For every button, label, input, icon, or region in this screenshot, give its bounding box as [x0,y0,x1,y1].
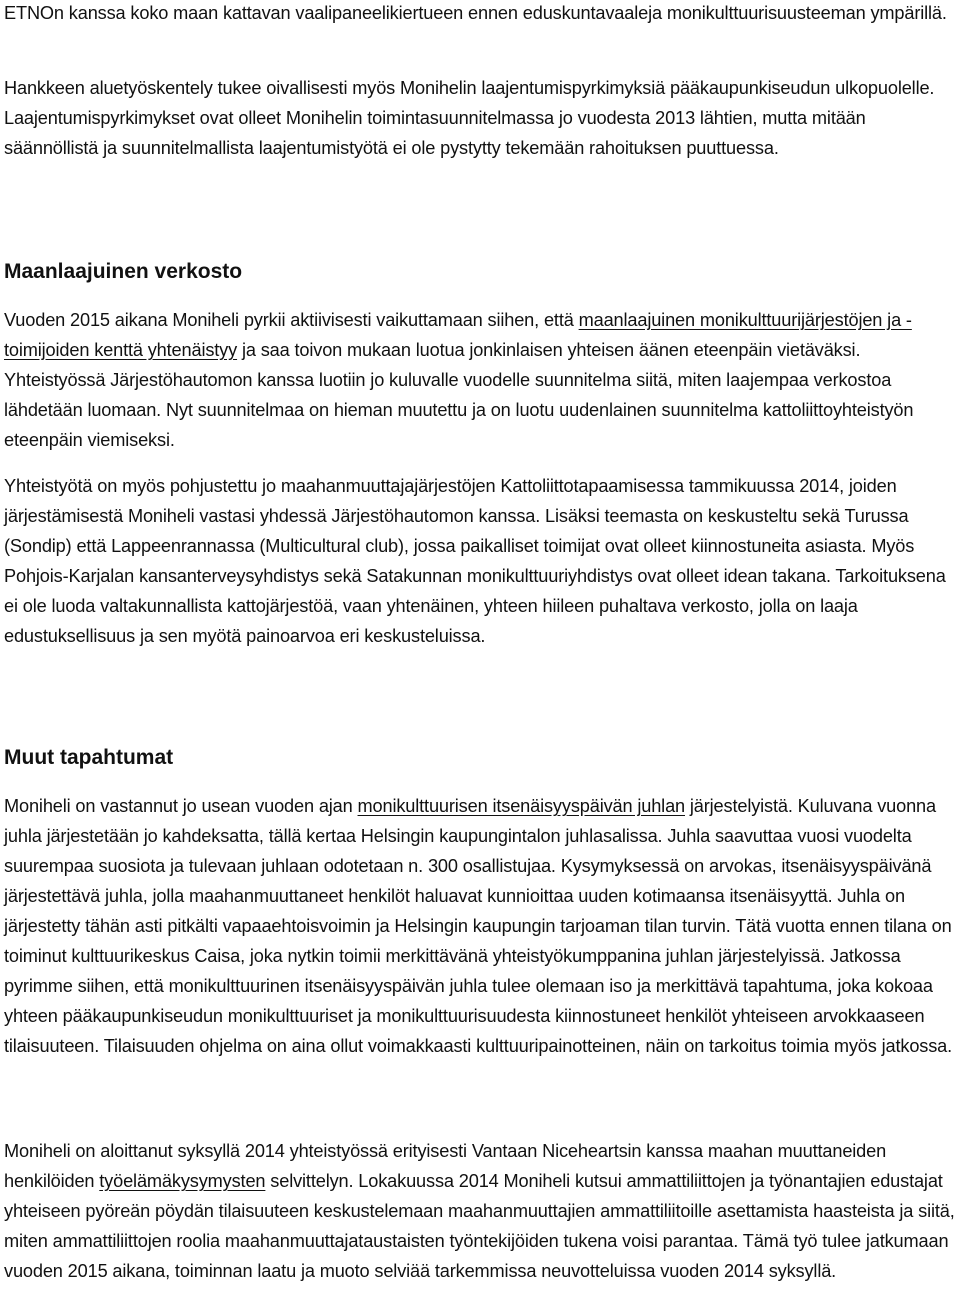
section-heading-network: Maanlaajuinen verkosto [4,260,243,283]
events-underlined-text-1: monikulttuurisen itsenäisyyspäivän juhlan [357,796,685,816]
network-underlined-text: maanlaajuinen monikulttuurijärjestöjen ja -toimijoiden kenttä yhtenäistyy [4,310,912,360]
events-underlined-text-2: työelämäkysymysten [99,1171,266,1191]
events-p1-text-after: järjestelyistä. Kuluvana vuonna juhla järjestetään jo kahdeksatta, tällä kertaa Helsingin kaupungintalon juhlasalissa. Juhla saavuttaa vuosi vuodelta suurempaa suosiota ja tulevaan juhlaan odotetaan n. 300 osallistujaa. Kysymyksessä on arvokas, itsenäisyyspäivänä järjestettävä juhla, jolla maahanmuuttaneet henkilöt haluavat kunnioittaa uuden kotimaansa itsenäisyyttä. Juhla on järjestetty tähän asti pitkälti vapaaehtoisvoimin ja Helsingin kaupungin tarjoaman tilan turvin. Tätä vuotta ennen tilana on toiminut kulttuurikeskus Caisa, joka nytkin toimii merkittävänä yhteistyökumppanina juhlan järjestelyissä. Jatkossa pyrimme siihen, että monikulttuurinen itsenäisyyspäivän juhla tulee olemaan iso ja merkittävä tapahtuma, joka kokoaa yhteen pääkaupunkiseudun monikulttuuriset ja monikulttuurisuudesta kiinnostuneet henkilöt yhteiseen arvokkaaseen tilaisuuteen. Tilaisuuden ohjelma on aina ollut voimakkaasti kulttuuripainotteinen, näin on tarkoitus toimia myös jatkossa. [4,796,953,1056]
events-paragraph-2 [4,1136,956,1286]
section-heading-events: Muut tapahtumat [4,746,174,769]
events-p1-text-before: Moniheli on vastannut jo usean vuoden ajan [4,796,358,816]
events-p2-text-after: selvittelyn. Lokakuussa 2014 Moniheli kutsui ammattiliittojen ja työnantajien edustajat yhteiseen pyöreän pöydän tilaisuuteen keskustelemaan maahanmuuttajien ammattiliitoille asettamista haasteista ja siitä, miten ammattiliittojen roolia maahanmuuttajataustaisten työntekijöiden tukena voisi parantaa. Tämä työ tulee jatkumaan vuoden 2015 aikana, toiminnan laatu ja muoto selviää tarkemmissa neuvotteluissa vuoden 2014 syksyllä. [4,1171,955,1281]
events-paragraph-1 [4,791,956,1061]
network-paragraph-2: Yhteistyötä on myös pohjustettu jo maahanmuuttajajärjestöjen Kattoliittotapaamisessa tammikuussa 2014, joiden järjestämisestä Moniheli vastasi yhdessä Järjestöhautomon kanssa. Lisäksi teemasta on keskusteltu sekä Turussa (Sondip) että Lappeenrannassa (Multicultural club), jossa paikalliset toimijat ovat olleet kiinnostuneita asiasta. Myös Pohjois-Karjalan kansanterveysyhdistys sekä Satakunnan monikulttuuriyhdistys ovat olleet idean takana. Tarkoituksena ei ole luoda valtakunnallista kattojärjestöä, vaan yhtenäinen, yhteen hiileen puhaltava verkosto, jolla on laaja edustuksellisuus ja sen myötä painoarvoa eri keskusteluissa. [4,476,946,646]
network-p1-text-before: Vuoden 2015 aikana Moniheli pyrkii aktiivisesti vaikuttamaan siihen, että [4,310,579,330]
network-p1-text-after: ja saa toivon mukaan luotua jonkinlaisen yhteisen äänen eteenpäin vietäväksi. Yhteistyössä Järjestöhautomon kanssa luotiin jo kuluvalle vuodelle suunnitelma siitä, miten laajempaa verkostoa lähdetään luomaan. Nyt suunnitelmaa on hieman muutettu ja on luotu uudenlainen suunnitelma kattoliittoyhteistyön eteenpäin viemiseksi. [4,340,914,450]
events-p2-text-before: Moniheli on aloittanut syksyllä 2014 yhteistyössä erityisesti Vantaan Niceheartsin kanssa maahan muuttaneiden henkilöiden [4,1141,887,1191]
intro-paragraph-1: ETNOn kanssa koko maan kattavan vaalipaneelikiertueen ennen eduskuntavaaleja monikulttuurisuusteeman ympärillä. [4,3,947,23]
network-paragraph-1 [4,305,956,455]
intro-paragraph-2: Hankkeen aluetyöskentely tukee oivallisesti myös Monihelin laajentumispyrkimyksiä pääkaupunkiseudun ulkopuolelle. Laajentumispyrkimykset ovat olleet Monihelin toimintasuunnitelmassa jo vuodesta 2013 lähtien, mutta mitään säännöllistä ja suunnitelmallista laajentumistyötä ei ole pystytty tekemään rahoituksen puuttuessa. [4,78,935,158]
